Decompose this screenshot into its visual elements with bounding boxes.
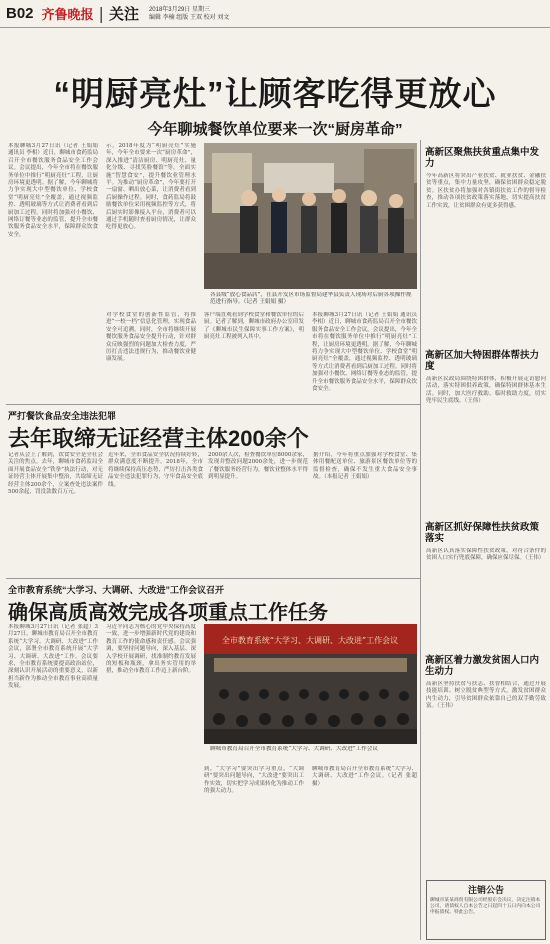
story1-photo	[204, 143, 417, 289]
story1-column-5: 本报聊城3月27日讯（记者 王娟娟 通讯员 李相）近日，聊城市食药监局召开全市餐饮服务食品安全工作会议。会议提出，今年全市将在餐饮服务单位中推行“明厨亮灶”工程，让厨房环境更透明。据了解，今年聊城将力争实现大中型餐饮单位、学校食堂“明厨亮灶”全覆盖，通过视频监控、透明玻璃等方式让消费者看到后厨加工过程。同时将加强对小餐饮、网络订餐等业态的监管，提升全市餐饮服务食品安全水平，保障群众饮食安全。	[312, 312, 417, 393]
sidebar-item-4-body: 高新区坚持扶贫与扶志、扶智相结合，通过开展技能培训、树立脱贫典型等方式，激发贫困群众内生动力，引导贫困群众依靠自己的双手勤劳致富。（王伟）	[426, 681, 546, 710]
masthead	[0, 0, 550, 28]
story1-column-4: 客户端直观看到学校食堂和餐饮单位的后厨。记者了解到，聊城市政府办公室印发了《聊城市民生保障实事工作方案》，明厨亮灶工程被列入其中。	[204, 312, 304, 341]
story-divider-1	[6, 404, 420, 405]
story3-headline: 确保高质高效完成各项重点工作任务	[8, 602, 328, 624]
sidebar-item-2-headline: 高新区加大特困群体帮扶力度	[425, 350, 540, 372]
story3-column-3: 到，“大学习”要突出学习重点，“大调研”要突出问题导向，“大改进”要突出工作实效，切实把学习成果转化为推动工作的强大动力。	[204, 766, 304, 795]
sidebar-item-4-headline: 高新区着力激发贫困人口内生动力	[425, 655, 540, 677]
newspaper-logo: 齐鲁晚报	[41, 8, 94, 23]
sidebar-item-2-body: 高新区民政局围绕特困群体，积极开展走访慰问活动，落实特困供养政策，确保特困群体基本生活。同时，加大医疗救助、临时救助力度，切实兜牢民生底线。（王伟）	[426, 376, 546, 405]
story1-photo-caption: 各县级“放心食品店”，在县开发区市场监督局建华县负责人现场对后厨各项操作规范进行指导。（记者 王娟娟 摄）	[210, 292, 412, 306]
legal-notice-title: 注销公告	[467, 885, 504, 895]
story1-column-1: 本报聊城3月27日讯（记者 王娟娟 通讯员 李相）近日，聊城市食药监局召开全市餐饮服务食品安全工作会议。会议提出，今年全市将在餐饮服务单位中推行“明厨亮灶”工程，让厨房环境更透明。据了解，今年聊城将力争实现大中型餐饮单位、学校食堂“明厨亮灶”全覆盖，通过视频监控、透明玻璃等方式让消费者看到后厨加工过程。同时将加强对小餐饮、网络订餐等业态的监管，提升全市餐饮服务食品安全水平，保障群众饮食安全。	[8, 143, 98, 238]
story2-headline: 去年取缔无证经营主体200余个	[8, 426, 309, 451]
story1-subheadline: 今年聊城餐饮单位要来一次“厨房革命”	[147, 121, 403, 138]
sidebar-item-3-body: 高新区认真落实保障性扶贫政策，对符合条件的贫困人口实行兜底保障，确保应保尽保。（王伟）	[426, 548, 546, 562]
story2-column-3: 2000余人次，检查餐饮单位8000余家，发现并整改问题2000余处，进一步规范了餐饮服务经营行为，餐饮业整体水平得到明显提升。	[208, 452, 308, 481]
story1-column-3: 对学校食堂的创新性监管，将推进“一校一档”信息化管理，实现食品安全可追溯。同时，全市将继续开展餐饮服务食品安全提升行动，针对群众反映强烈的问题加大检查力度，严厉打击违法违规行为，推动餐饮业健康发展。	[106, 312, 196, 363]
story3-kicker: 全市教育系统“大学习、大调研、大改进”工作会议召开	[8, 585, 225, 595]
story-divider-2	[6, 578, 420, 579]
page-number: B02	[6, 5, 34, 22]
story3-column-1: 本报聊城3月27日讯（记者 张超）3月27日，聊城市教育局召开全市教育系统“大学习、大调研、大改进”工作会议，部署全市教育系统开展“大学习、大调研、大改进”工作。会议要求，全市教育系统要提高政治站位，深刻认识开展活动的重要意义，以新担当新作为推动全市教育事业高质量发展。	[8, 624, 98, 690]
section-name: 关注	[108, 6, 139, 23]
story1-column-2: 示，2018年度为“明厨亮灶”实施年，今年全市要来一次“厨房革命”，深入推进“清洁厨房、明厨亮灶、量化分级、寻找笑脸餐馆”等，全面实施“智慧食安”，提升餐饮业管理水平。为推动“厨房革命”，今年要打开一扇窗、晒出放心菜，让消费者看到后厨操作过程。同时，食药监局将鼓励餐饮单位采用视频监控等方式，将后厨实时影像接入平台，消费者可以通过手机随时查看厨房情况，让群众吃得更放心。	[106, 143, 196, 231]
story3-column-2: 习近平同志为核心的党中央保持高度一致，进一步增强新时代党的建设和教育工作的使命感和责任感。会议强调，要坚持问题导向，深入基层、深入学校开展调研，找准制约教育发展的短板和瓶颈，拿出务实管用的举措，推动全市教育工作迈上新台阶。	[106, 624, 196, 675]
sidebar-item-1-body: 今年高新区将突出产业扶贫、就业扶贫、金融扶贫等重点，集中力量攻坚，确保贫困群众稳定脱贫。区扶贫办将加强对各镇街扶贫工作的督导检查，推动各项扶贫政策落实落地，切实提高扶贫工作实效，让贫困群众有更多获得感。	[426, 173, 546, 209]
story2-column-4: 据介绍，今年将重点加强对学校食堂、集体用餐配送单位、旅游景区餐饮单位等的监督检查，确保不发生重大食品安全事故。（本报记者 王娟娟）	[313, 452, 417, 481]
editor-credits: 编辑 李楠 组版 王双 校对 刘文	[148, 14, 230, 21]
meeting-banner-text: 全市教育系统“大学习、大调研、大改进”工作会议	[221, 636, 399, 645]
story3-photo-caption: 聊城市教育局召开全市教育系统“大学习、大调研、大改进”工作会议	[210, 746, 378, 752]
story3-column-4: 聊城市教育局召开全市教育系统“大学习、大调研、大改进”工作会议。（记者 张超 摄）	[312, 766, 417, 787]
legal-notice-text: 聊城市某某商贸有限公司经股东会决议，决定注销本公司，请债权人自本公告之日起四十五日内向本公司申报债权。特此公告。	[430, 898, 541, 915]
legal-notice-box	[426, 880, 546, 940]
masthead-divider: |	[98, 4, 104, 23]
story2-kicker: 严打餐饮食品安全违法犯罪	[8, 411, 117, 421]
story2-column-1: 记者从会上了解到，饮食安全是全社会关注的焦点。去年，聊城市食药监局全面开展食品安全“铁拳”执法行动，对无证经营主体开展集中整治，共取缔无证经营主体200余个，立案查处违法案件500余起，罚没款数百万元。	[8, 452, 103, 496]
story2-column-2: 近年来，全市食品安全状况持续好转，群众满意度不断提升。2018年，全市将继续保持高压态势，严厉打击各类食品安全违法犯罪行为，守牢食品安全底线。	[108, 452, 203, 488]
sidebar-item-3-headline: 高新区抓好保障性扶贫政策落实	[425, 522, 540, 544]
issue-date: 2018年3月29日 星期三	[148, 6, 210, 13]
masthead-meta	[149, 6, 229, 22]
sidebar-divider	[420, 140, 421, 940]
story3-photo	[204, 624, 417, 744]
sidebar-item-1-headline: 高新区聚焦扶贫重点集中发力	[425, 147, 540, 169]
story1-headline: “明厨亮灶”让顾客吃得更放心	[53, 75, 497, 112]
